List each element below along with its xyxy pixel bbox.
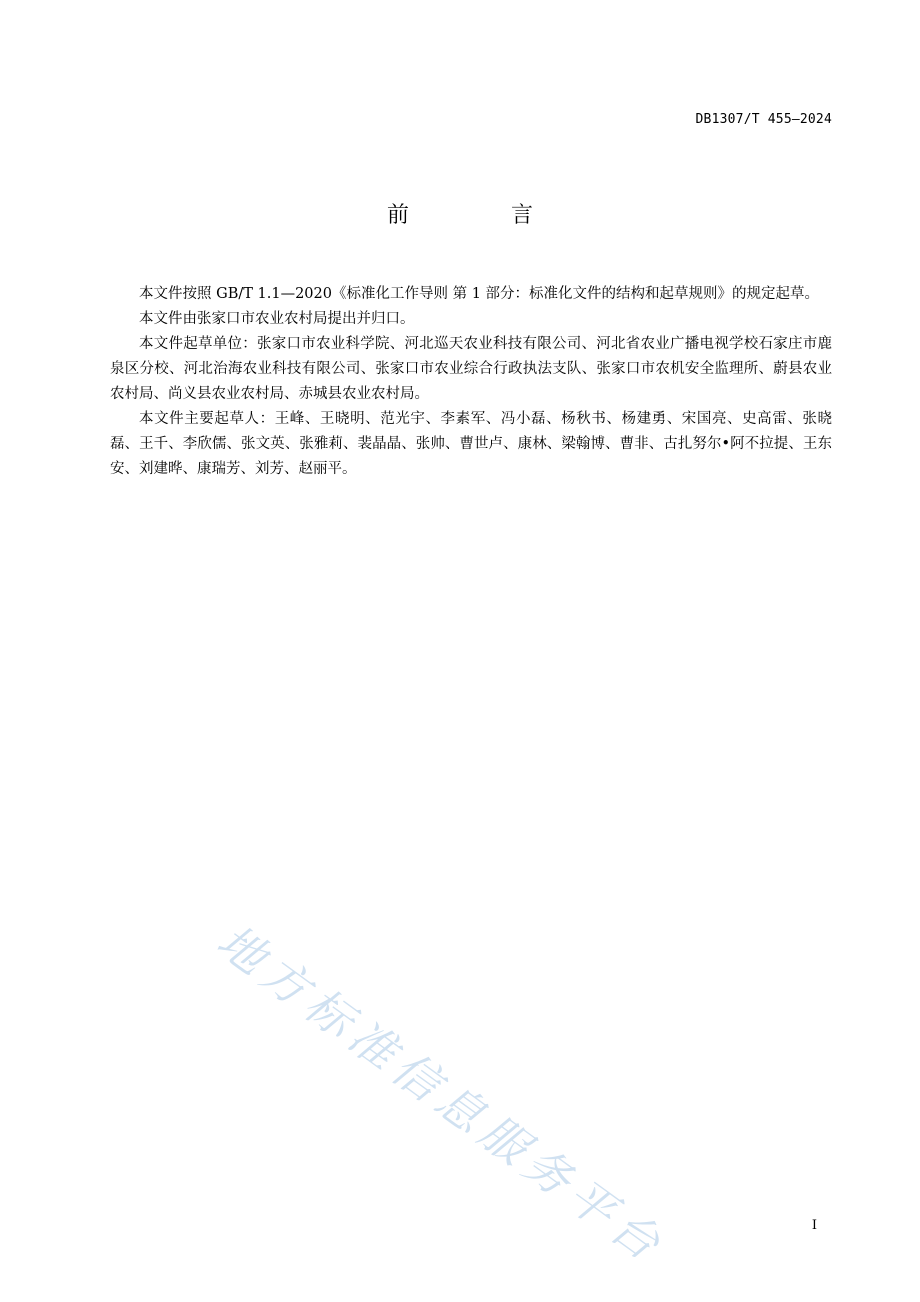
paragraph-drafting-units: 本文件起草单位：张家口市农业科学院、河北巡天农业科技有限公司、河北省农业广播电视学校石家庄市鹿泉区分校、河北治海农业科技有限公司、张家口市农业综合行政执法支队、张家口市农机安全监理所、蔚县农业农村局、尚义县农业农村局、赤城县农业农村局。 bbox=[110, 336, 832, 402]
standard-code: DB1307/T 455—2024 bbox=[695, 112, 832, 127]
page-number: I bbox=[811, 1218, 817, 1233]
page-title: 前 言 bbox=[386, 203, 573, 228]
watermark: 地方标准信息服务平台 bbox=[207, 913, 676, 1275]
paragraph-drafters: 本文件主要起草人：王峰、王晓明、范光宇、李素军、冯小磊、杨秋书、杨建勇、宋国亮、史高雷、张晓磊、王千、李欣儒、张文英、张雅莉、裴晶晶、张帅、曹世卢、康林、梁翰博、曹非、古扎努尔•阿不拉提、王东安、刘建晔、康瑞芳、刘芳、赵丽平。 bbox=[110, 411, 832, 477]
paragraph-proposer: 本文件由张家口市农业农村局提出并归口。 bbox=[139, 311, 415, 327]
foreword-body bbox=[110, 282, 832, 482]
paragraph-drafting-rules: 本文件按照 GB/T 1.1—2020《标准化工作导则 第 1 部分：标准化文件的结构和起草规则》的规定起草。 bbox=[139, 286, 820, 302]
